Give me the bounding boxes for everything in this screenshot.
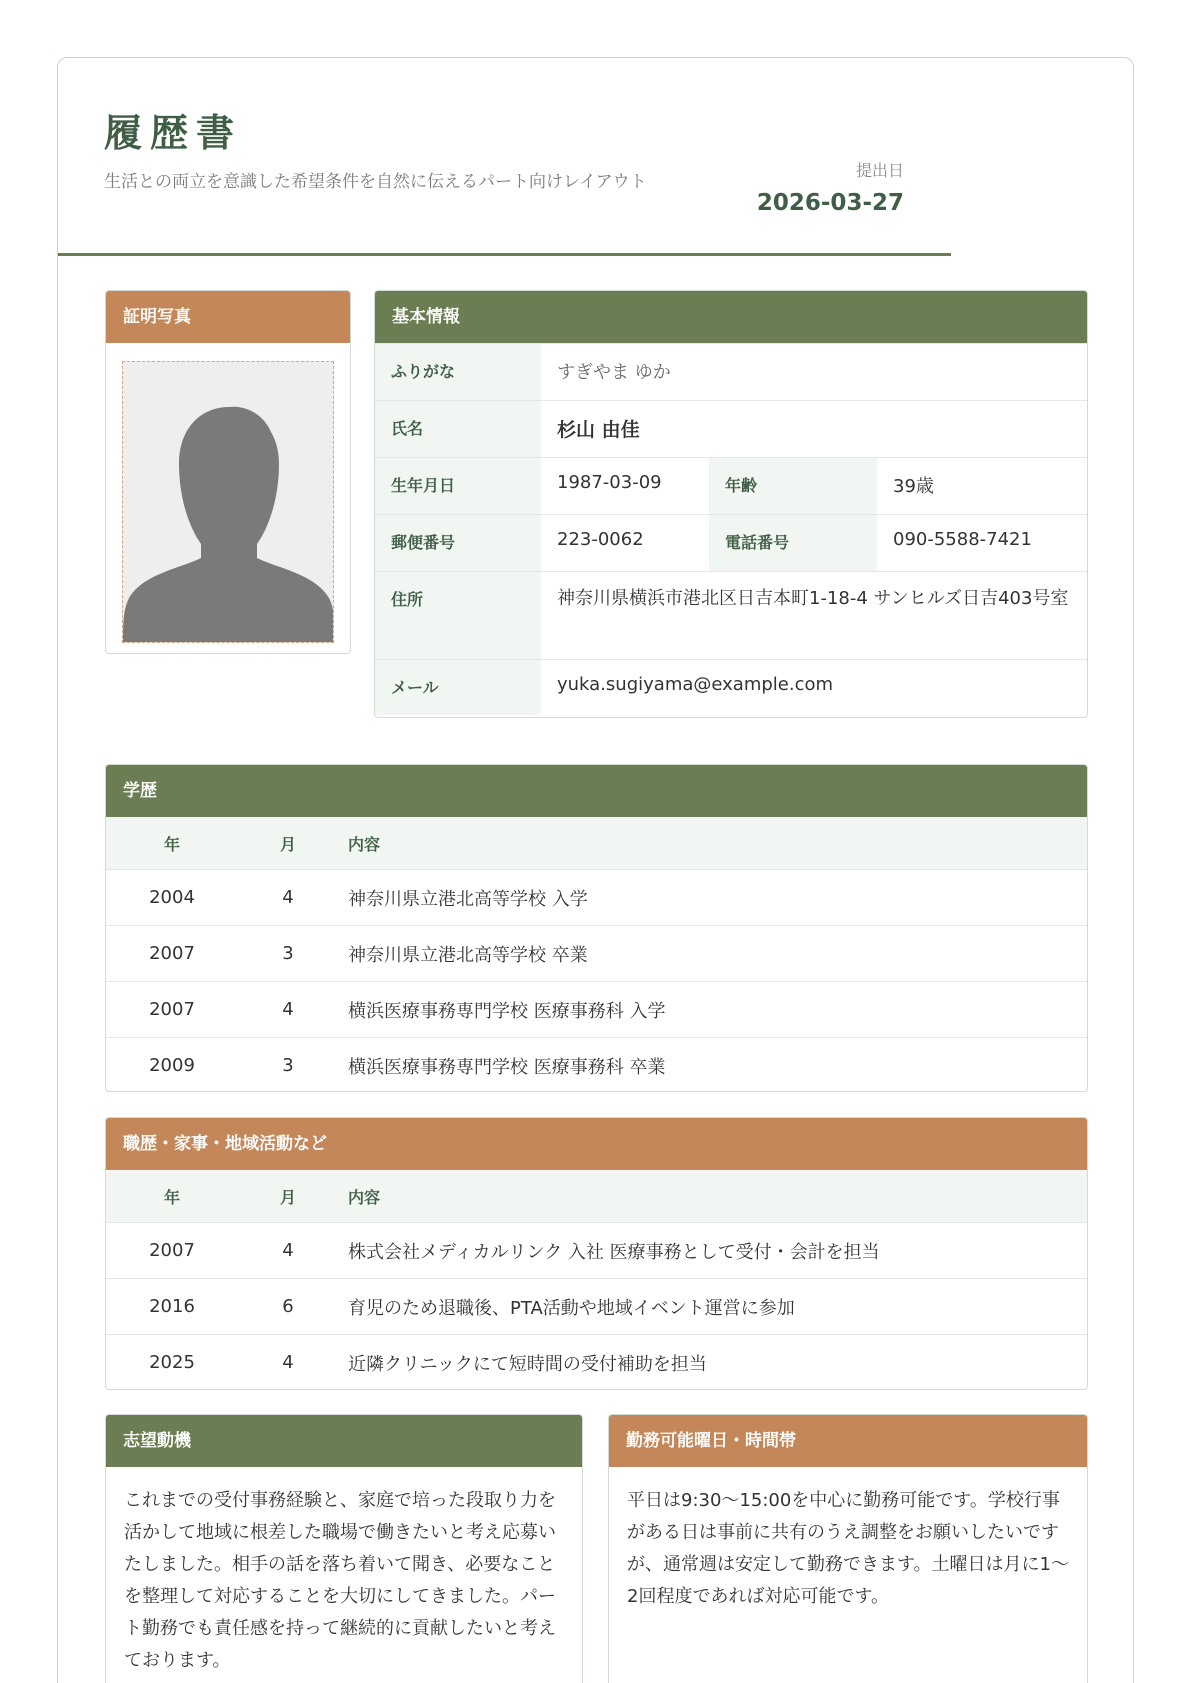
person-silhouette-icon bbox=[123, 362, 334, 643]
photo-panel-heading: 証明写真 bbox=[106, 291, 350, 343]
row-month: 4 bbox=[282, 1352, 294, 1373]
row-body: 近隣クリニックにて短時間の受付補助を担当 bbox=[348, 1353, 707, 1375]
furigana-value: すぎやま ゆか bbox=[557, 362, 671, 383]
motivation-panel bbox=[105, 1414, 583, 1683]
info-row-name bbox=[375, 400, 1087, 457]
col-month-header: 月 bbox=[279, 1187, 296, 1207]
row-body: 横浜医療事務専門学校 医療事務科 卒業 bbox=[348, 1056, 666, 1078]
birth-value: 1987-03-09 bbox=[557, 472, 662, 493]
postal-value: 223-0062 bbox=[557, 529, 644, 550]
row-body: 横浜医療事務専門学校 医療事務科 入学 bbox=[348, 1000, 666, 1022]
row-body: 神奈川県立港北高等学校 入学 bbox=[348, 888, 588, 910]
row-body: 神奈川県立港北高等学校 卒業 bbox=[348, 944, 588, 966]
row-month: 6 bbox=[282, 1296, 294, 1317]
postal-label: 郵便番号 bbox=[375, 515, 541, 571]
name-value: 杉山 由佳 bbox=[557, 419, 640, 441]
col-month-header: 月 bbox=[279, 834, 296, 854]
education-panel bbox=[105, 764, 1088, 1092]
availability-panel bbox=[608, 1414, 1088, 1683]
row-year: 2007 bbox=[149, 943, 195, 964]
phone-value: 090-5588-7421 bbox=[893, 529, 1032, 550]
work-history-panel bbox=[105, 1117, 1088, 1390]
page-title: 履歴書 bbox=[104, 111, 243, 155]
row-month: 3 bbox=[282, 1055, 294, 1076]
row-month: 3 bbox=[282, 943, 294, 964]
row-year: 2007 bbox=[149, 999, 195, 1020]
table-row bbox=[106, 925, 1087, 981]
table-row bbox=[106, 1222, 1087, 1278]
info-row-email bbox=[375, 659, 1087, 715]
motivation-text: これまでの受付事務経験と、家庭で培った段取り力を活かして地域に根差した職場で働きたいと考え応募いたしました。相手の話を落ち着いて聞き、必要なことを整理して対応することを大切にしてきました。パート勤務でも責任感を持って継続的に貢献したいと考えております。 bbox=[124, 1490, 556, 1671]
page-subtitle: 生活との両立を意識した希望条件を自然に伝えるパート向けレイアウト bbox=[104, 172, 647, 192]
furigana-label: ふりがな bbox=[375, 344, 541, 400]
submit-date-label: 提出日 bbox=[855, 161, 904, 180]
info-row-furigana bbox=[375, 343, 1087, 400]
row-month: 4 bbox=[282, 887, 294, 908]
basic-info-panel bbox=[374, 290, 1088, 718]
submit-date-value: 2026-03-27 bbox=[756, 190, 904, 216]
resume-sheet bbox=[57, 57, 1134, 1683]
col-year-header: 年 bbox=[163, 1187, 180, 1207]
table-row bbox=[106, 1037, 1087, 1092]
row-body: 育児のため退職後、PTA活動や地域イベント運営に参加 bbox=[348, 1297, 795, 1319]
email-value: yuka.sugiyama@example.com bbox=[557, 674, 834, 695]
education-table-header bbox=[106, 817, 1087, 869]
id-photo-placeholder bbox=[122, 361, 334, 643]
row-month: 4 bbox=[282, 999, 294, 1020]
row-year: 2007 bbox=[149, 1240, 195, 1261]
phone-label: 電話番号 bbox=[709, 515, 877, 571]
age-value: 39歳 bbox=[893, 476, 934, 497]
row-year: 2009 bbox=[149, 1055, 195, 1076]
info-row-birth-age bbox=[375, 457, 1087, 514]
row-year: 2016 bbox=[149, 1296, 195, 1317]
info-row-postal-phone bbox=[375, 514, 1087, 571]
table-row bbox=[106, 1278, 1087, 1334]
age-label: 年齢 bbox=[709, 458, 877, 514]
col-year-header: 年 bbox=[163, 834, 180, 854]
photo-panel bbox=[105, 290, 351, 654]
col-body-header: 内容 bbox=[348, 1187, 381, 1207]
table-row bbox=[106, 869, 1087, 925]
table-row bbox=[106, 981, 1087, 1037]
basic-info-heading: 基本情報 bbox=[375, 291, 1087, 343]
row-month: 4 bbox=[282, 1240, 294, 1261]
name-label: 氏名 bbox=[375, 401, 541, 457]
address-label: 住所 bbox=[375, 572, 541, 659]
availability-text: 平日は9:30〜15:00を中心に勤務可能です。学校行事がある日は事前に共有のうえ調整をお願いしたいですが、通常週は安定して勤務できます。土曜日は月に1〜2回程度であれば対応可能です。 bbox=[627, 1490, 1070, 1607]
table-row bbox=[106, 1334, 1087, 1390]
info-row-address bbox=[375, 571, 1087, 659]
education-heading: 学歴 bbox=[106, 765, 1087, 817]
row-year: 2004 bbox=[149, 887, 195, 908]
availability-heading: 勤務可能曜日・時間帯 bbox=[609, 1415, 1087, 1467]
email-label: メール bbox=[375, 660, 541, 715]
row-body: 株式会社メディカルリンク 入社 医療事務として受付・会計を担当 bbox=[348, 1241, 880, 1263]
work-table-header bbox=[106, 1170, 1087, 1222]
address-value: 神奈川県横浜市港北区日吉本町1-18-4 サンヒルズ日吉403号室 bbox=[557, 588, 1069, 609]
motivation-heading: 志望動機 bbox=[106, 1415, 582, 1467]
row-year: 2025 bbox=[149, 1352, 195, 1373]
col-body-header: 内容 bbox=[348, 834, 381, 854]
work-history-heading: 職歴・家事・地域活動など bbox=[106, 1118, 1087, 1170]
resume-header bbox=[58, 58, 951, 256]
birth-label: 生年月日 bbox=[375, 458, 541, 514]
